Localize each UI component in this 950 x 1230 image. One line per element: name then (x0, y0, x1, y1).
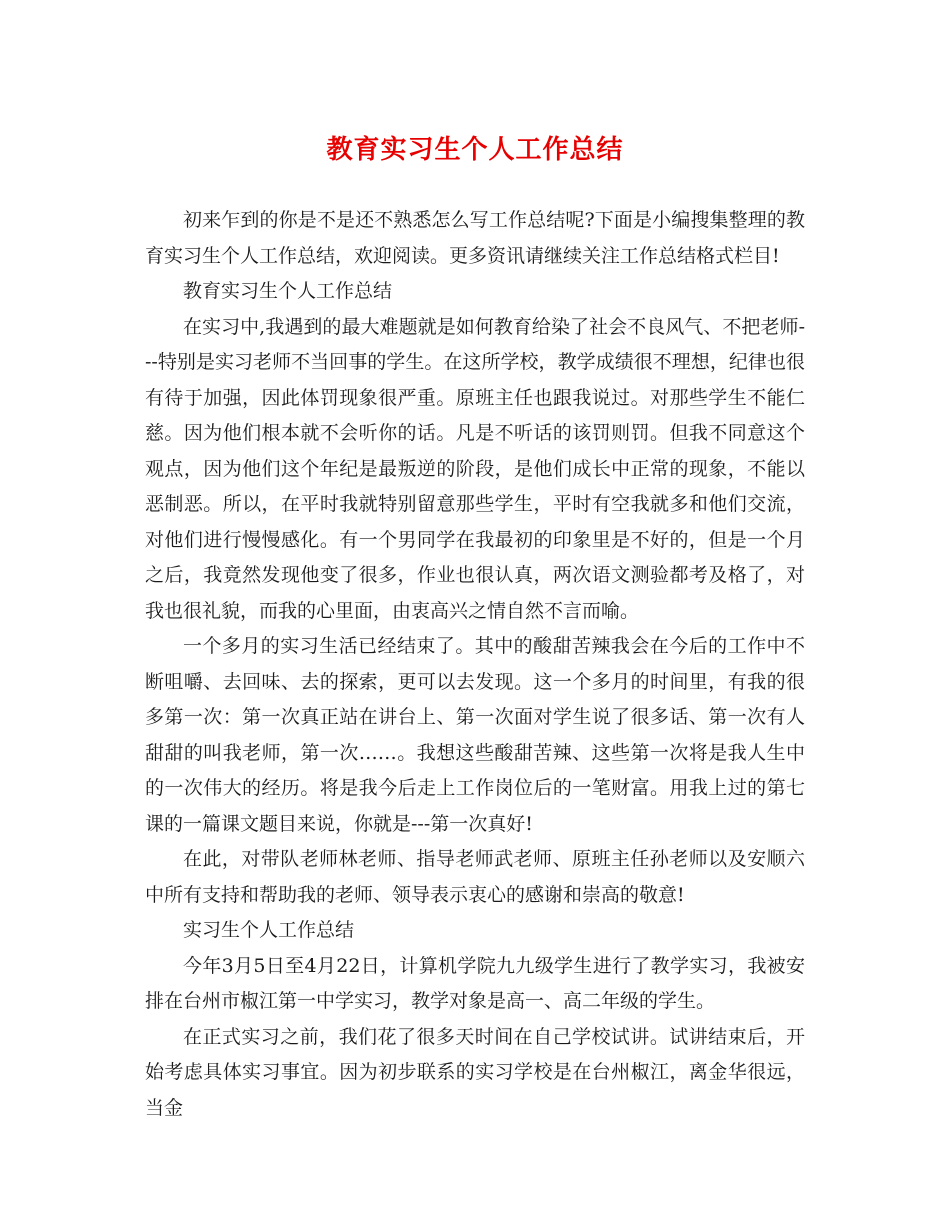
section-heading-2: 实习生个人工作总结 (183, 919, 355, 941)
intro-paragraph: 初来乍到的你是不是还不熟悉怎么写工作总结呢?下面是小编搜集整理的教育实习生个人工作总结，欢迎阅读。更多资讯请继续关注工作总结格式栏目! (145, 209, 805, 267)
body-paragraph: 今年3月5日至4月22日，计算机学院九九级学生进行了教学实习，我被安排在台州市椒江第一中学实习，教学对象是高一、高二年级的学生。 (145, 954, 805, 1012)
document-body (145, 203, 805, 1126)
body-paragraph: 在正式实习之前，我们花了很多天时间在自己学校试讲。试讲结束后，开始考虑具体实习事宜。因为初步联系的实习学校是在台州椒江，离金华很远，当金 (145, 1025, 805, 1119)
document-title: 教育实习生个人工作总结 (326, 135, 624, 165)
body-paragraph: 在实习中,我遇到的最大难题就是如何教育给染了社会不良风气、不把老师---特别是实习老师不当回事的学生。在这所学校，教学成绩很不理想，纪律也很有待于加强，因此体罚现象很严重。原班主任也跟我说过。对那些学生不能仁慈。因为他们根本就不会听你的话。凡是不听话的该罚则罚。但我不同意这个观点，因为他们这个年纪是最叛逆的阶段，是他们成长中正常的现象，不能以恶制恶。所以，在平时我就特别留意那些学生，平时有空我就多和他们交流，对他们进行慢慢感化。有一个男同学在我最初的印象里是不好的，但是一个月之后，我竟然发现他变了很多，作业也很认真，两次语文测验都考及格了，对我也很礼貌，而我的心里面，由衷高兴之情自然不言而喻。 (145, 315, 805, 622)
body-paragraph: 一个多月的实习生活已经结束了。其中的酸甜苦辣我会在今后的工作中不断咀嚼、去回味、去的探索，更可以去发现。这一个多月的时间里，有我的很多第一次：第一次真正站在讲台上、第一次面对学生说了很多话、第一次有人甜甜的叫我老师，第一次……。我想这些酸甜苦辣、这些第一次将是我人生中的一次伟大的经历。将是我今后走上工作岗位后的一笔财富。用我上过的第七课的一篇课文题目来说，你就是---第一次真好! (145, 635, 805, 835)
body-paragraph: 在此，对带队老师林老师、指导老师武老师、原班主任孙老师以及安顺六中所有支持和帮助我的老师、领导表示衷心的感谢和崇高的敬意! (145, 848, 805, 906)
section-heading-1: 教育实习生个人工作总结 (183, 280, 393, 302)
